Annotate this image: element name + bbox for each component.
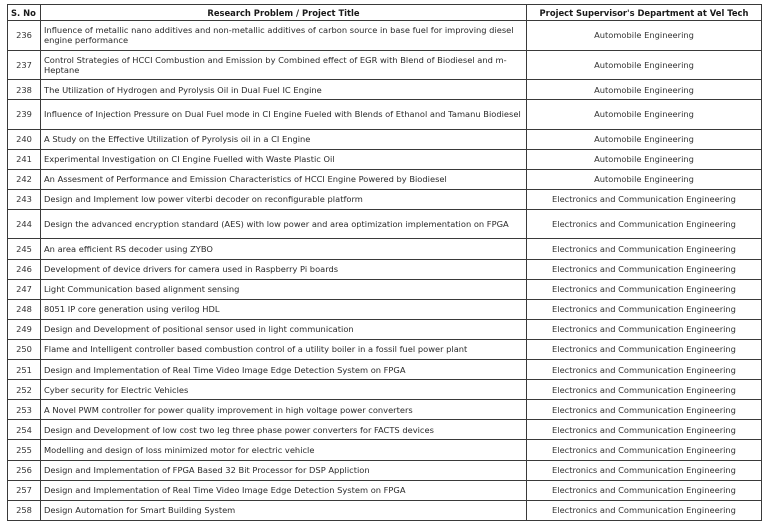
- department: Automobile Engineering: [527, 149, 762, 169]
- project-title: Modelling and design of loss minimized motor for electric vehicle: [41, 440, 527, 460]
- project-title: The Utilization of Hydrogen and Pyrolysis Oil in Dual Fuel IC Engine: [41, 80, 527, 100]
- project-title: Influence of metallic nano additives and non-metallic additives of carbon source in base fuel for improving diesel engine performance: [41, 21, 527, 51]
- project-title: Design and Implementation of FPGA Based 32 Bit Processor for DSP Appliction: [41, 460, 527, 480]
- serial-number: 241: [8, 149, 41, 169]
- department: Automobile Engineering: [527, 169, 762, 189]
- serial-number: 249: [8, 319, 41, 339]
- research-projects-table: [7, 4, 762, 521]
- serial-number: 255: [8, 440, 41, 460]
- serial-number: 247: [8, 279, 41, 299]
- serial-number: 238: [8, 80, 41, 100]
- department: Automobile Engineering: [527, 129, 762, 149]
- table-row: [8, 189, 762, 209]
- department: Automobile Engineering: [527, 21, 762, 51]
- department: Electronics and Communication Engineering: [527, 299, 762, 319]
- project-title: Development of device drivers for camera used in Raspberry Pi boards: [41, 259, 527, 279]
- project-title: Control Strategies of HCCI Combustion and Emission by Combined effect of EGR with Blend of Biodiesel and m-Heptane: [41, 50, 527, 80]
- table-row: [8, 360, 762, 380]
- department: Electronics and Communication Engineering: [527, 209, 762, 239]
- table-row: [8, 400, 762, 420]
- department: Electronics and Communication Engineering: [527, 420, 762, 440]
- serial-number: 236: [8, 21, 41, 51]
- table-row: [8, 129, 762, 149]
- project-title: Design and Development of low cost two leg three phase power converters for FACTS devices: [41, 420, 527, 440]
- department: Electronics and Communication Engineering: [527, 279, 762, 299]
- project-title: Design and Implementation of Real Time Video Image Edge Detection System on FPGA: [41, 360, 527, 380]
- project-title: An area efficient RS decoder using ZYBO: [41, 239, 527, 259]
- project-title: An Assesment of Performance and Emission Characteristics of HCCI Engine Powered by Biodiesel: [41, 169, 527, 189]
- table-row: [8, 480, 762, 500]
- table-row: [8, 440, 762, 460]
- serial-number: 243: [8, 189, 41, 209]
- serial-number: 248: [8, 299, 41, 319]
- department: Automobile Engineering: [527, 50, 762, 80]
- serial-number: 251: [8, 360, 41, 380]
- project-title: Design and Implementation of Real Time Video Image Edge Detection System on FPGA: [41, 480, 527, 500]
- serial-number: 245: [8, 239, 41, 259]
- table-row: [8, 239, 762, 259]
- project-title: A Study on the Effective Utilization of Pyrolysis oil in a CI Engine: [41, 129, 527, 149]
- table-row: [8, 299, 762, 319]
- serial-number: 254: [8, 420, 41, 440]
- project-title: Influence of Injection Pressure on Dual Fuel mode in CI Engine Fueled with Blends of Ethanol and Tamanu Biodiesel: [41, 100, 527, 130]
- department: Electronics and Communication Engineering: [527, 380, 762, 400]
- project-title: Experimental Investigation on CI Engine Fuelled with Waste Plastic Oil: [41, 149, 527, 169]
- department: Electronics and Communication Engineering: [527, 440, 762, 460]
- department: Electronics and Communication Engineering: [527, 189, 762, 209]
- serial-number: 242: [8, 169, 41, 189]
- table-row: [8, 319, 762, 339]
- table-row: [8, 80, 762, 100]
- table-row: [8, 50, 762, 80]
- table-row: [8, 380, 762, 400]
- serial-number: 246: [8, 259, 41, 279]
- serial-number: 250: [8, 339, 41, 359]
- serial-number: 256: [8, 460, 41, 480]
- serial-number: 252: [8, 380, 41, 400]
- project-title: Design and Implement low power viterbi decoder on reconfigurable platform: [41, 189, 527, 209]
- serial-number: 257: [8, 480, 41, 500]
- table-row: [8, 100, 762, 130]
- department: Electronics and Communication Engineering: [527, 360, 762, 380]
- table-row: [8, 259, 762, 279]
- project-title: A Novel PWM controller for power quality improvement in high voltage power converters: [41, 400, 527, 420]
- project-title: Cyber security for Electric Vehicles: [41, 380, 527, 400]
- serial-number: 237: [8, 50, 41, 80]
- department: Automobile Engineering: [527, 80, 762, 100]
- table-row: [8, 339, 762, 359]
- serial-number: 258: [8, 500, 41, 520]
- project-title: Light Communication based alignment sensing: [41, 279, 527, 299]
- department: Electronics and Communication Engineering: [527, 400, 762, 420]
- department: Electronics and Communication Engineering: [527, 259, 762, 279]
- table-row: [8, 21, 762, 51]
- column-header-title: Research Problem / Project Title: [41, 5, 527, 21]
- table-row: [8, 460, 762, 480]
- table-row: [8, 500, 762, 520]
- column-header-sno: S. No: [8, 5, 41, 21]
- table-row: [8, 420, 762, 440]
- serial-number: 240: [8, 129, 41, 149]
- table-row: [8, 149, 762, 169]
- table-body: [8, 21, 762, 521]
- table-row: [8, 279, 762, 299]
- project-title: Design Automation for Smart Building System: [41, 500, 527, 520]
- department: Electronics and Communication Engineering: [527, 460, 762, 480]
- project-title: Design the advanced encryption standard (AES) with low power and area optimization implementation on FPGA: [41, 209, 527, 239]
- department: Electronics and Communication Engineering: [527, 319, 762, 339]
- serial-number: 244: [8, 209, 41, 239]
- table-row: [8, 209, 762, 239]
- department: Electronics and Communication Engineering: [527, 500, 762, 520]
- project-title: Design and Development of positional sensor used in light communication: [41, 319, 527, 339]
- table-row: [8, 169, 762, 189]
- department: Automobile Engineering: [527, 100, 762, 130]
- department: Electronics and Communication Engineering: [527, 239, 762, 259]
- project-title: Flame and Intelligent controller based combustion control of a utility boiler in a fossil fuel power plant: [41, 339, 527, 359]
- table-header-row: [8, 5, 762, 21]
- serial-number: 239: [8, 100, 41, 130]
- serial-number: 253: [8, 400, 41, 420]
- department: Electronics and Communication Engineering: [527, 339, 762, 359]
- project-title: 8051 IP core generation using verilog HDL: [41, 299, 527, 319]
- department: Electronics and Communication Engineering: [527, 480, 762, 500]
- column-header-department: Project Supervisor's Department at Vel Tech: [527, 5, 762, 21]
